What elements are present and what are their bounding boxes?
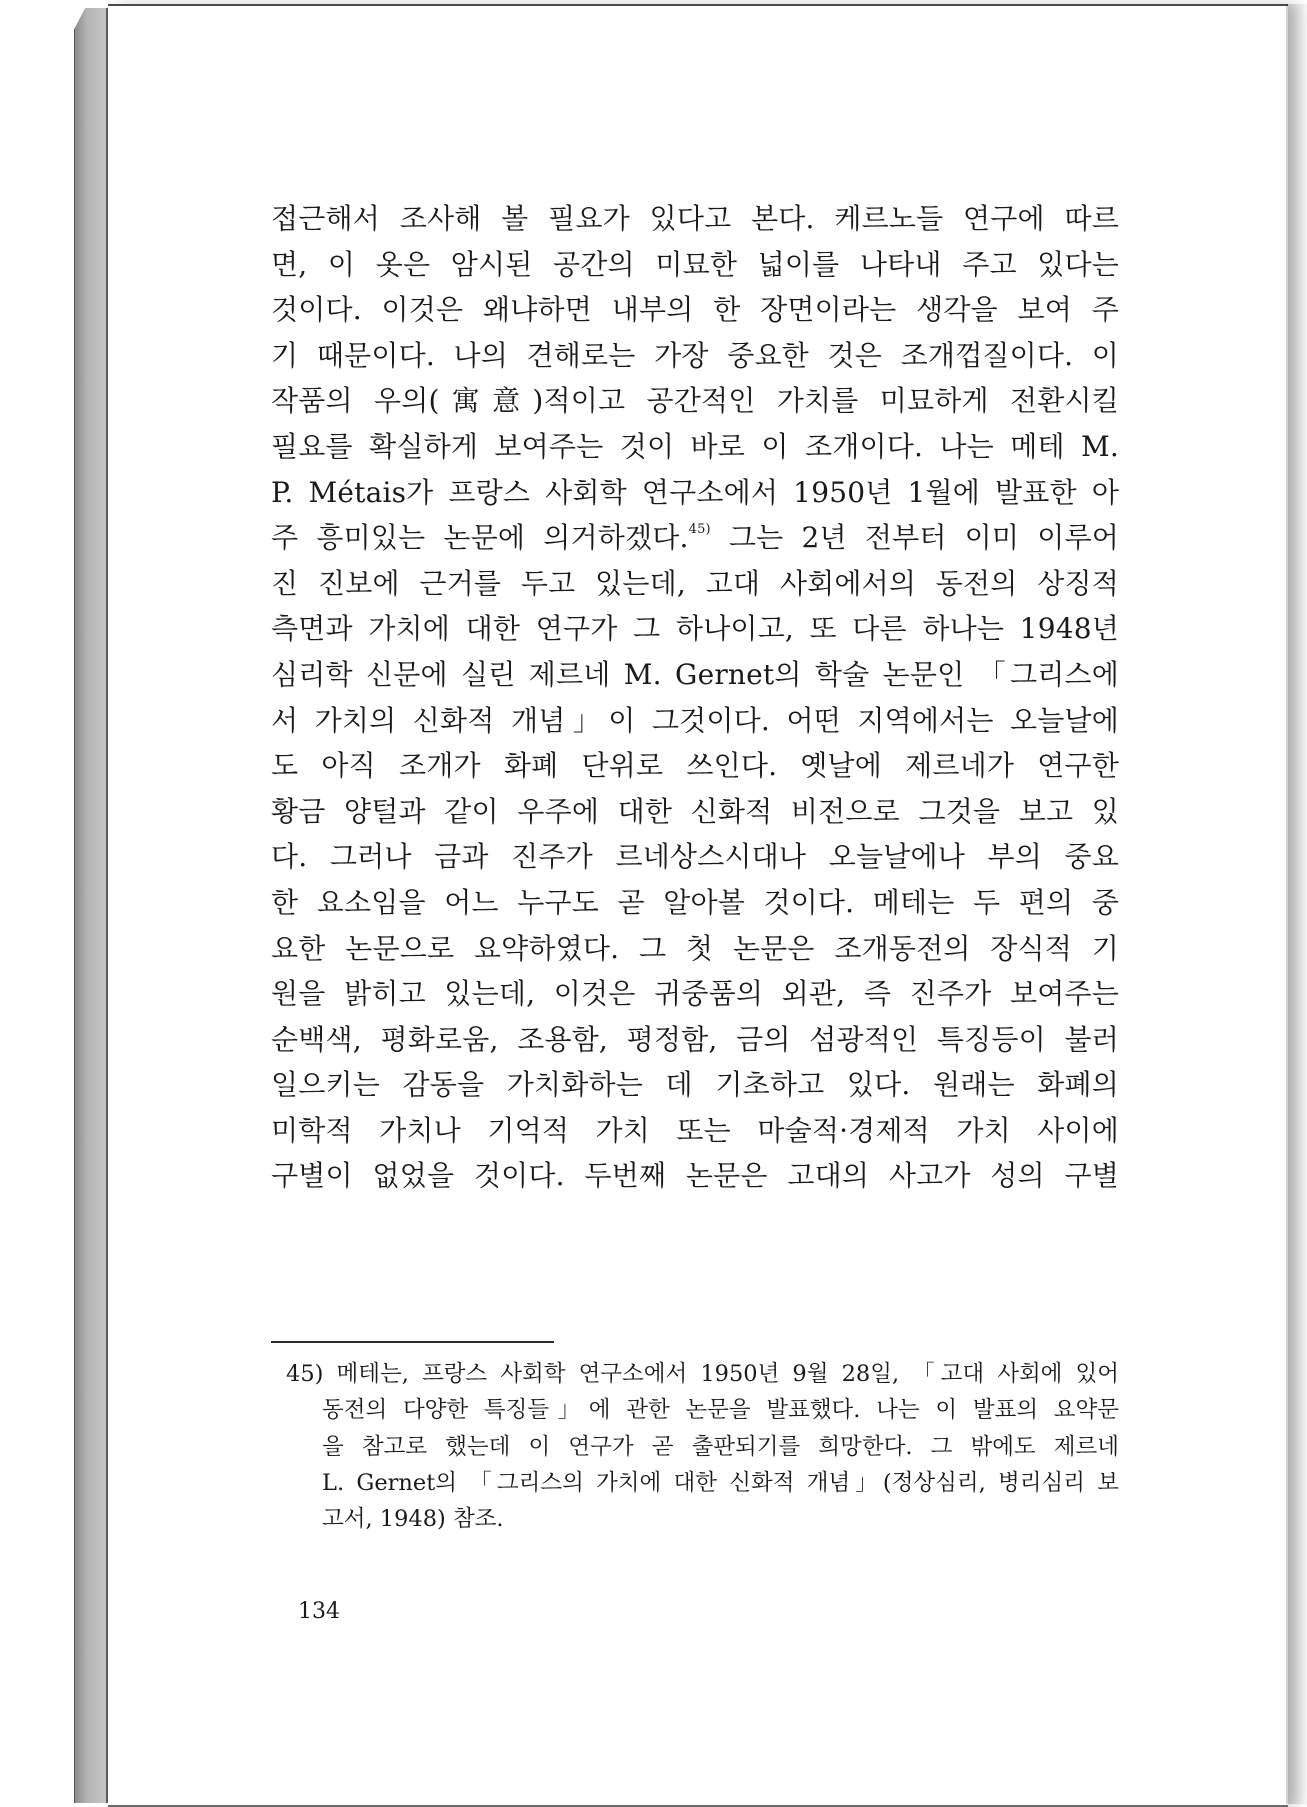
body-line: 미학적 가치나 기억적 가치 또는 마술적·경제적 가치 사이에 [271, 1113, 1119, 1147]
body-line: 기 때문이다. 나의 견해로는 가장 중요한 것은 조개껍질이다. 이 [271, 338, 1119, 372]
footnote-divider [271, 1341, 554, 1343]
body-line: 순백색, 평화로움, 조용함, 평정함, 금의 섬광적인 특징등이 불러 [271, 1022, 1119, 1056]
body-line: 한 요소임을 어느 누구도 곧 알아볼 것이다. 메테는 두 편의 중 [271, 885, 1119, 919]
body-line: 요한 논문으로 요약하였다. 그 첫 논문은 조개동전의 장식적 기 [271, 931, 1119, 965]
footnote-line: L. Gernet의 「그리스의 가치에 대한 신화적 개념」(정상심리, 병리심리 보 [322, 1469, 1119, 1496]
body-line: 일으키는 감동을 가치화하는 데 기초하고 있다. 원래는 화폐의 [271, 1068, 1119, 1102]
body-line: 원을 밝히고 있는데, 이것은 귀중품의 외관, 즉 진주가 보여주는 [271, 977, 1119, 1011]
body-line: 필요를 확실하게 보여주는 것이 바로 이 조개이다. 나는 메테 M. [271, 429, 1119, 463]
body-line: 것이다. 이것은 왜냐하면 내부의 한 장면이라는 생각을 보여 주 [271, 293, 1119, 327]
body-text [271, 196, 1119, 1199]
body-line: P. Métais가 프랑스 사회학 연구소에서 1950년 1월에 발표한 아 [271, 475, 1119, 509]
body-line: 도 아직 조개가 화폐 단위로 쓰인다. 옛날에 제르네가 연구한 [271, 749, 1119, 783]
body-line: 심리학 신문에 실린 제르네 M. Gernet의 학술 논문인 「그리스에 [271, 657, 1119, 691]
body-line: 서 가치의 신화적 개념」이 그것이다. 어떤 지역에서는 오늘날에 [271, 703, 1119, 737]
footnote-line: 동전의 다양한 특징들」에 관한 논문을 발표했다. 나는 이 발표의 요약문 [322, 1397, 1119, 1424]
footnote-line: 45) 메테는, 프랑스 사회학 연구소에서 1950년 9월 28일, 「고대 사회에 있어 [286, 1361, 1119, 1387]
body-line: 측면과 가치에 대한 연구가 그 하나이고, 또 다른 하나는 1948년 [271, 612, 1119, 646]
body-line-tail: 그는 2년 전부터 이미 이루어 [710, 521, 1119, 555]
body-line-head: 주 흥미있는 논문에 의거하겠다. [271, 521, 689, 555]
body-line: 접근해서 조사해 볼 필요가 있다고 본다. 케르노들 연구에 따르 [271, 202, 1119, 235]
footnote-marker: 45) [688, 522, 711, 538]
body-line: 구별이 없었을 것이다. 두번째 논문은 고대의 사고가 성의 구별 [271, 1159, 1119, 1193]
body-line: 다. 그러나 금과 진주가 르네상스시대나 오늘날에나 부의 중요 [271, 840, 1119, 874]
body-line-with-footnote [271, 515, 1119, 561]
body-line: 작품의 우의(寓意)적이고 공간적인 가치를 미묘하게 전환시킬 [271, 384, 1119, 418]
page-shadow [1286, 4, 1307, 1804]
body-line: 황금 양털과 같이 우주에 대한 신화적 비전으로 그것을 보고 있 [271, 794, 1119, 828]
body-line: 면, 이 옷은 암시된 공간의 미묘한 넓이를 나타내 주고 있다는 [271, 247, 1119, 281]
page-number: 134 [298, 1599, 340, 1624]
footnote-line: 을 참고로 했는데 이 연구가 곧 출판되기를 희망한다. 그 밖에도 제르네 [322, 1433, 1119, 1460]
body-line: 진 진보에 근거를 두고 있는데, 고대 사회에서의 동전의 상징적 [271, 566, 1119, 600]
book-spine [74, 8, 109, 1803]
footnote-line: 고서, 1948) 참조. [322, 1506, 504, 1533]
footnote [286, 1356, 1119, 1537]
